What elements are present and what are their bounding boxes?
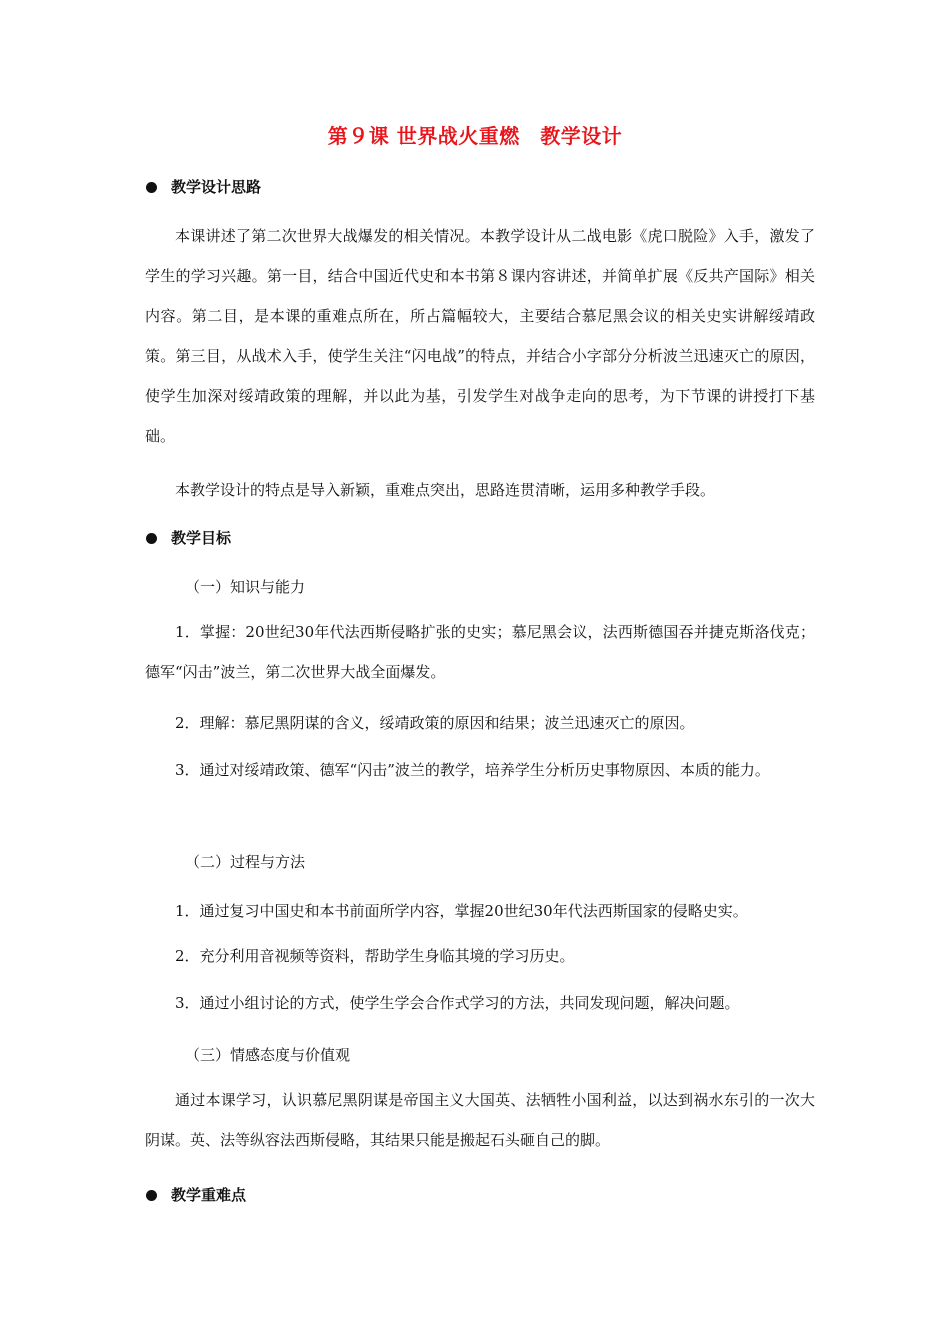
objective-knowledge-1: 1．掌握：20世纪30年代法西斯侵略扩张的史实；慕尼黑会议，法西斯德国吞并捷克斯洛伐克；德军“闪击”波兰，第二次世界大战全面爆发。 xyxy=(145,623,815,681)
section-heading-design-thinking xyxy=(146,176,261,197)
bullet-icon xyxy=(146,533,157,544)
section-heading-objectives xyxy=(146,527,231,548)
objective-knowledge-3: 3．通过对绥靖政策、德军“闪击”波兰的教学，培养学生分析历史事物原因、本质的能力。 xyxy=(175,761,770,779)
document-title: 第９课 世界战火重燃 教学设计 xyxy=(327,124,623,148)
objective-knowledge-2: 2．理解：慕尼黑阴谋的含义，绥靖政策的原因和结果；波兰迅速灭亡的原因。 xyxy=(175,714,695,732)
objective-method-2: 2．充分利用音视频等资料，帮助学生身临其境的学习历史。 xyxy=(175,947,575,965)
objective-method-1: 1．通过复习中国史和本书前面所学内容，掌握20世纪30年代法西斯国家的侵略史实。 xyxy=(175,902,748,920)
section-heading-label: 教学设计思路 xyxy=(171,178,262,196)
section-heading-label: 教学重难点 xyxy=(171,1186,247,1204)
paragraph-design-features: 本教学设计的特点是导入新颖，重难点突出，思路连贯清晰，运用多种教学手段。 xyxy=(175,481,716,499)
section-heading-key-points xyxy=(146,1184,246,1205)
paragraph-design-thinking: 本课讲述了第二次世界大战爆发的相关情况。本教学设计从二战电影《虎口脱险》入手，激发了学生的学习兴趣。第一目，结合中国近代史和本书第８课内容讲述，并简单扩展《反共产国际》相关内容。第二目，是本课的重难点所在，所占篇幅较大，主要结合慕尼黑会议的相关史实讲解绥靖政策。第三目，从战术入手，使学生关注“闪电战”的特点，并结合小字部分分析波兰迅速灭亡的原因，使学生加深对绥靖政策的理解，并以此为基，引发学生对战争走向的思考，为下节课的讲授打下基础。 xyxy=(145,227,815,445)
subheading-process: （二）过程与方法 xyxy=(185,853,306,871)
bullet-icon xyxy=(146,1190,157,1201)
objective-values-1: 通过本课学习，认识慕尼黑阴谋是帝国主义大国英、法牺牲小国利益，以达到祸水东引的一次大阴谋。英、法等纵容法西斯侵略，其结果只能是搬起石头砸自己的脚。 xyxy=(145,1091,815,1149)
subheading-knowledge: （一）知识与能力 xyxy=(185,578,306,596)
objective-method-3: 3．通过小组讨论的方式，使学生学会合作式学习的方法，共同发现问题，解决问题。 xyxy=(175,994,740,1012)
bullet-icon xyxy=(146,182,157,193)
section-heading-label: 教学目标 xyxy=(171,529,232,547)
subheading-values: （三）情感态度与价值观 xyxy=(185,1046,351,1064)
